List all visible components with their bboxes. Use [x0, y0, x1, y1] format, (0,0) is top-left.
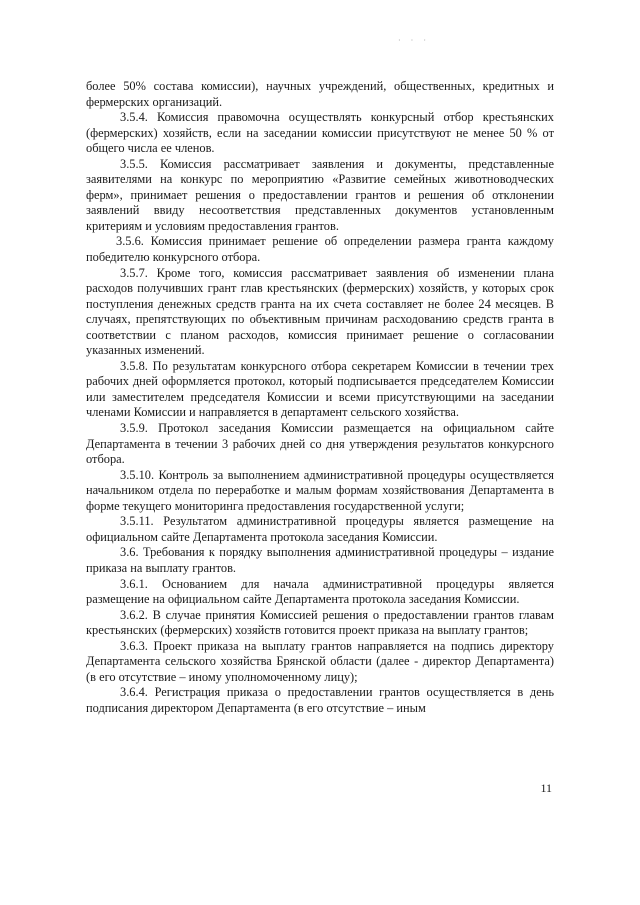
paragraph-3-6-1: 3.6.1. Основанием для начала административной процедуры является размещение на официальном сайте Департамента протокола заседания Комиссии.	[86, 576, 554, 607]
paragraph-3-5-11: 3.5.11. Результатом административной процедуры является размещение на официальном сайте Департамента протокола заседания Комиссии.	[86, 514, 554, 544]
paragraph-3-5-6: 3.5.6. Комиссия принимает решение об определении размера гранта каждому победителю конкурсного отбора.	[86, 234, 554, 265]
scan-artifact: · · ·	[398, 36, 430, 45]
paragraph-3-5-4: 3.5.4. Комиссия правомочна осуществлять конкурсный отбор крестьянских (фермерских) хозяйств, если на заседании комиссии присутствуют не менее 50 % от общего числа ее членов.	[86, 110, 554, 156]
paragraph-continuation: более 50% состава комиссии), научных учреждений, общественных, кредитных и фермерских организаций.	[86, 79, 554, 109]
document-body	[86, 79, 554, 716]
paragraph-3-6-2: 3.6.2. В случае принятия Комиссией решения о предоставлении грантов главам крестьянских (фермерских) хозяйств готовится проект приказа на выплату грантов;	[86, 607, 554, 638]
paragraph-3-6-4: 3.6.4. Регистрация приказа о предоставлении грантов осуществляется в день подписания директором Департамента (в его отсутствие – иным	[86, 685, 554, 715]
paragraph-3-6-3: 3.6.3. Проект приказа на выплату грантов направляется на подпись директору Департамента сельского хозяйства Брянской области (далее - директор Департамента) (в его отсутствие – иному уполномоченному лицу);	[86, 638, 554, 684]
paragraph-3-6: 3.6. Требования к порядку выполнения административной процедуры – издание приказа на выплату грантов.	[86, 545, 554, 575]
paragraph-3-5-10: 3.5.10. Контроль за выполнением административной процедуры осуществляется начальником отдела по переработке и малым формам хозяйствования Департамента в форме текущего мониторинга предоставления государственной услуги;	[86, 467, 554, 513]
paragraph-3-5-8: 3.5.8. По результатам конкурсного отбора секретарем Комиссии в течении трех рабочих дней оформляется протокол, который подписывается председателем Комиссии или заместителем председателя Комиссии и всеми присутствующими на заседании членами Комиссии и направляется в департамент сельского хозяйства.	[86, 358, 554, 420]
page-number: 11	[540, 781, 552, 795]
paragraph-3-5-9: 3.5.9. Протокол заседания Комиссии размещается на официальном сайте Департамента в течении 3 рабочих дней со дня утверждения результатов конкурсного отбора.	[86, 421, 554, 467]
paragraph-3-5-7: 3.5.7. Кроме того, комиссия рассматривает заявления об изменении плана расходов получивших грант глав крестьянских (фермерских) хозяйств, у которых срок поступления денежных средств гранта на их счета составляет не более 24 месяцев. В случаях, препятствующих по объективным причинам расходованию средств гранта в соответствии с планом расходов, комиссия принимает решение о согласовании указанных изменений.	[86, 265, 554, 358]
paragraph-3-5-5: 3.5.5. Комиссия рассматривает заявления и документы, представленные заявителями на конкурс по мероприятию «Развитие семейных животноводческих ферм», принимает решения о предоставлении грантов и решения об отклонении заявлений ввиду несоответствия представленных документов установленным критериям и условиям предоставления грантов.	[86, 156, 554, 233]
